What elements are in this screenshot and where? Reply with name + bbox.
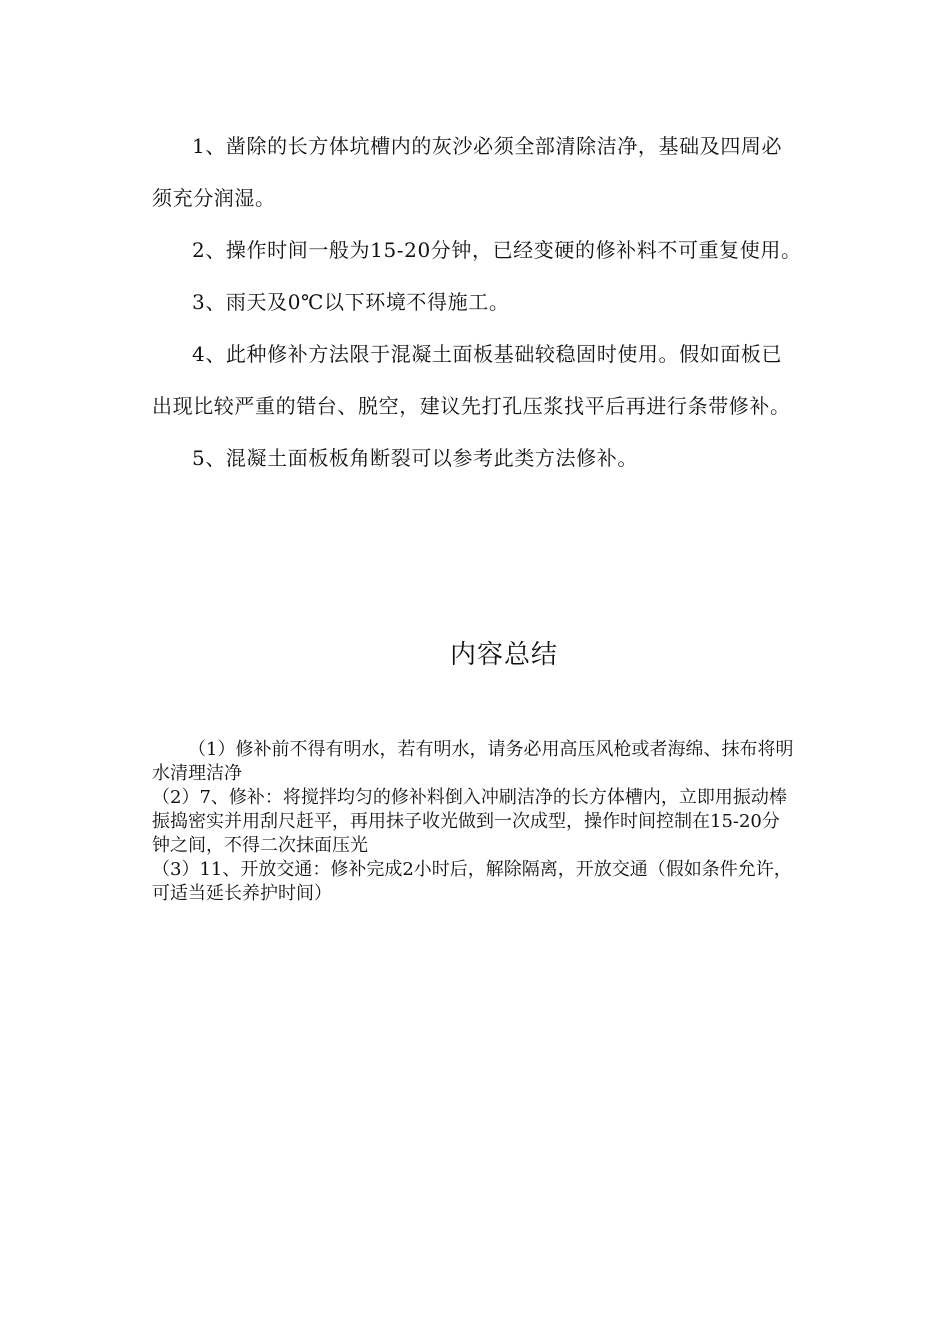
summary-list xyxy=(152,738,797,906)
instruction-item-4: 4、此种修补方法限于混凝土面板基础较稳固时使用。假如面板已出现比较严重的错台、脱空，建议先打孔压浆找平后再进行条带修补。 xyxy=(152,342,791,418)
summary-title: 内容总结 xyxy=(449,640,558,670)
summary-item-2: （2）7、修补：将搅拌均匀的修补料倒入冲刷洁净的长方体槽内，立即用振动棒振捣密实并用刮尺赶平，再用抹子收光做到一次成型，操作时间控制在15-20分钟之间，不得二次抹面压光 xyxy=(152,787,787,856)
instruction-list xyxy=(152,120,802,484)
summary-item-3: （3）11、开放交通：修补完成2小时后，解除隔离，开放交通（假如条件允许，可适当延长养护时间） xyxy=(152,859,792,904)
instruction-item-3: 3、雨天及0℃以下环境不得施工。 xyxy=(192,290,510,314)
instruction-item-1: 1、凿除的长方体坑槽内的灰沙必须全部清除洁净，基础及四周必须充分润湿。 xyxy=(152,134,783,210)
instruction-item-5: 5、混凝土面板板角断裂可以参考此类方法修补。 xyxy=(192,446,638,470)
summary-item-1: （1）修补前不得有明水，若有明水，请务必用高压风枪或者海绵、抹布将明水清理洁净 xyxy=(152,739,794,784)
instruction-item-2: 2、操作时间一般为15-20分钟，已经变硬的修补料不可重复使用。 xyxy=(192,238,802,262)
